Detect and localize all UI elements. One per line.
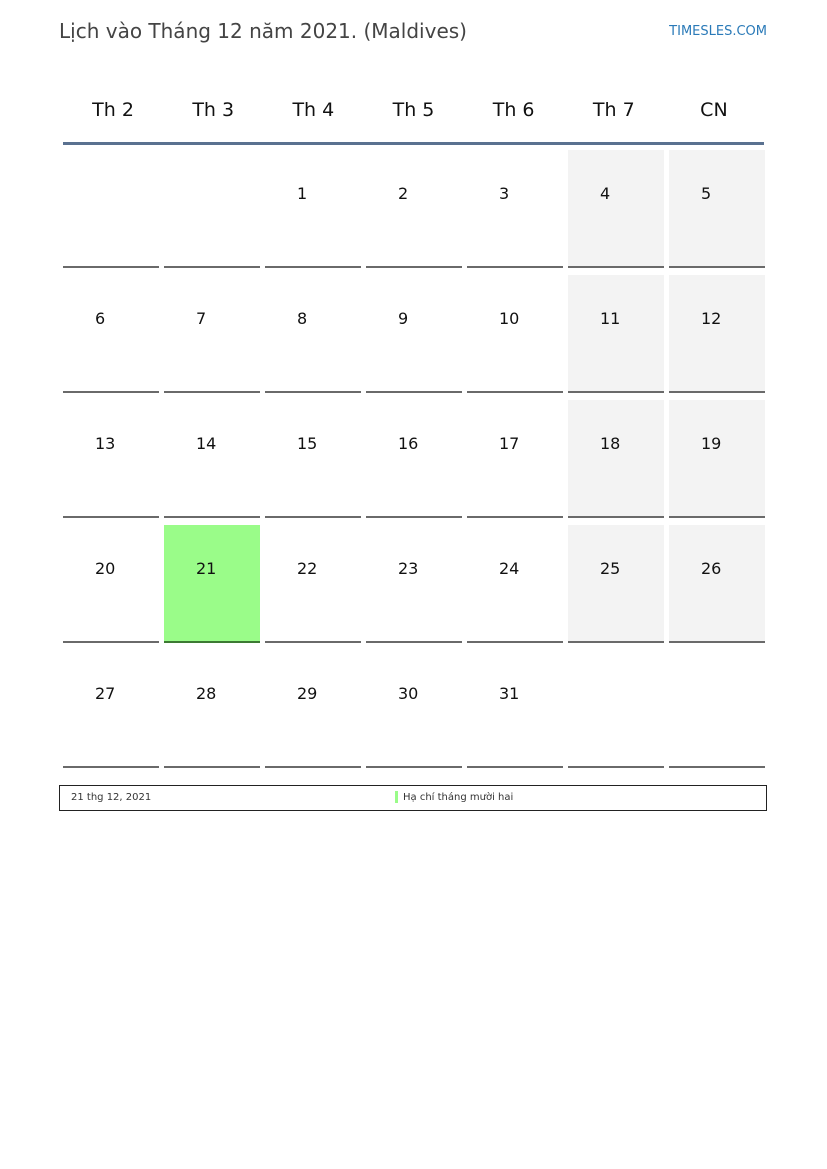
- page-title: Lịch vào Tháng 12 năm 2021. (Maldives): [59, 19, 467, 43]
- legend-color-marker: [395, 791, 398, 803]
- day-cell[interactable]: [467, 400, 563, 518]
- day-cell[interactable]: [366, 275, 462, 393]
- day-number: 6: [95, 309, 106, 328]
- day-cell[interactable]: [366, 400, 462, 518]
- day-cell[interactable]: [63, 525, 159, 643]
- day-cell[interactable]: [467, 275, 563, 393]
- day-number: 9: [398, 309, 409, 328]
- day-number: 30: [398, 684, 419, 703]
- day-cell-weekend[interactable]: [669, 275, 765, 393]
- day-number: 1: [297, 184, 308, 203]
- day-cell[interactable]: [265, 525, 361, 643]
- day-number: 31: [499, 684, 520, 703]
- day-number: 14: [196, 434, 217, 453]
- day-cell-weekend[interactable]: [568, 275, 664, 393]
- day-cell-empty: [568, 650, 664, 768]
- day-number: 17: [499, 434, 520, 453]
- day-cell[interactable]: [265, 150, 361, 268]
- day-number: 29: [297, 684, 318, 703]
- weekday-friday: Th 6: [492, 99, 535, 121]
- weekday-sunday: CN: [700, 99, 728, 121]
- day-cell-weekend[interactable]: [669, 150, 765, 268]
- day-cell[interactable]: [265, 275, 361, 393]
- day-number: 2: [398, 184, 409, 203]
- day-cell-weekend[interactable]: [568, 150, 664, 268]
- day-cell[interactable]: [366, 150, 462, 268]
- holiday-legend: [59, 785, 767, 811]
- day-cell[interactable]: [467, 150, 563, 268]
- day-number: 25: [600, 559, 621, 578]
- day-number: 23: [398, 559, 419, 578]
- day-cell-holiday[interactable]: [164, 525, 260, 643]
- day-number: 11: [600, 309, 621, 328]
- day-cell[interactable]: [265, 650, 361, 768]
- day-cell-weekend[interactable]: [669, 525, 765, 643]
- day-number: 22: [297, 559, 318, 578]
- day-number: 26: [701, 559, 722, 578]
- day-number: 10: [499, 309, 520, 328]
- day-cell-empty: [164, 150, 260, 268]
- day-cell-empty: [63, 150, 159, 268]
- weekday-thursday: Th 5: [392, 99, 435, 121]
- day-number: 4: [600, 184, 611, 203]
- day-cell[interactable]: [164, 275, 260, 393]
- day-number: 13: [95, 434, 116, 453]
- day-number: 12: [701, 309, 722, 328]
- day-number: 18: [600, 434, 621, 453]
- day-number: 20: [95, 559, 116, 578]
- day-number: 16: [398, 434, 419, 453]
- day-cell-weekend[interactable]: [568, 525, 664, 643]
- day-number: 5: [701, 184, 712, 203]
- calendar: [63, 78, 764, 775]
- day-cell-empty: [669, 650, 765, 768]
- day-number: 19: [701, 434, 722, 453]
- day-cell[interactable]: [63, 400, 159, 518]
- day-number: 8: [297, 309, 308, 328]
- day-cell[interactable]: [63, 275, 159, 393]
- day-cell[interactable]: [366, 525, 462, 643]
- weekday-tuesday: Th 3: [192, 99, 235, 121]
- day-cell[interactable]: [265, 400, 361, 518]
- day-number: 28: [196, 684, 217, 703]
- day-cell-weekend[interactable]: [568, 400, 664, 518]
- legend-holiday-name[interactable]: Hạ chí tháng mười hai: [403, 792, 514, 803]
- weekday-monday: Th 2: [92, 99, 134, 121]
- day-cell[interactable]: [63, 650, 159, 768]
- day-number: 7: [196, 309, 207, 328]
- day-number: 15: [297, 434, 318, 453]
- weekday-header-row: [63, 78, 764, 145]
- day-cell[interactable]: [467, 525, 563, 643]
- site-link[interactable]: TIMESLES.COM: [669, 24, 767, 39]
- day-grid: [63, 150, 764, 775]
- day-cell[interactable]: [164, 400, 260, 518]
- weekday-wednesday: Th 4: [292, 99, 335, 121]
- legend-date: 21 thg 12, 2021: [71, 792, 152, 803]
- day-cell[interactable]: [164, 650, 260, 768]
- weekday-saturday: Th 7: [592, 99, 635, 121]
- day-number: 3: [499, 184, 510, 203]
- day-cell[interactable]: [366, 650, 462, 768]
- day-number: 21: [196, 559, 217, 578]
- day-number: 27: [95, 684, 116, 703]
- day-cell-weekend[interactable]: [669, 400, 765, 518]
- day-cell[interactable]: [467, 650, 563, 768]
- day-number: 24: [499, 559, 520, 578]
